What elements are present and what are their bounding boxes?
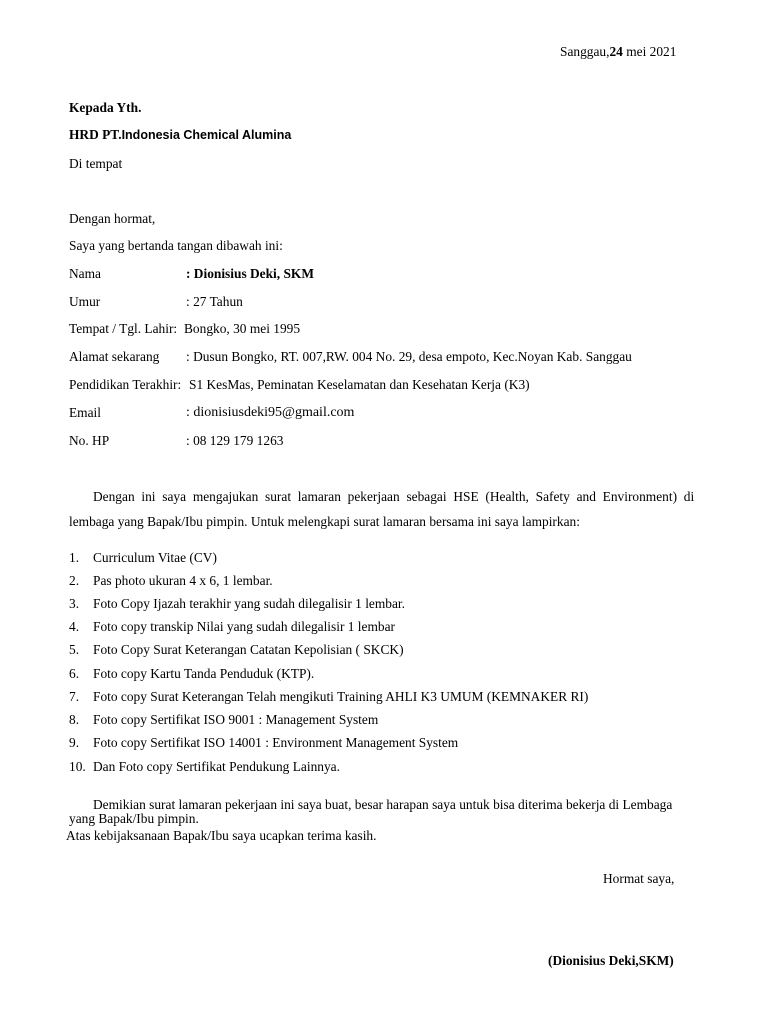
recipient-hrd-prefix: HRD PT. — [69, 127, 122, 142]
recipient-salutation: Kepada Yth. — [69, 100, 142, 115]
detail-label-hp: No. HP — [69, 433, 110, 448]
list-item-number: 4. — [69, 619, 80, 634]
list-item: Foto copy transkip Nilai yang sudah dilegalisir 1 lembar — [93, 619, 395, 634]
intro-line: Saya yang bertanda tangan dibawah ini: — [69, 238, 283, 253]
detail-value-nama: : Dionisius Deki, SKM — [186, 266, 314, 281]
list-item: Foto Copy Surat Keterangan Catatan Kepolisian ( SKCK) — [93, 642, 404, 657]
list-item-number: 5. — [69, 642, 80, 657]
detail-label-nama: Nama — [69, 266, 101, 281]
list-item-number: 8. — [69, 712, 80, 727]
detail-value-umur: : 27 Tahun — [186, 294, 243, 309]
list-item-number: 3. — [69, 596, 80, 611]
date-day: 24 — [609, 44, 623, 59]
list-item: Dan Foto copy Sertifikat Pendukung Lainnya. — [93, 759, 340, 774]
list-item-number: 7. — [69, 689, 80, 704]
list-item: Foto copy Sertifikat ISO 14001 : Environment Management System — [93, 735, 459, 750]
list-item-number: 6. — [69, 666, 80, 681]
list-item-number: 10. — [69, 759, 86, 774]
detail-label-ttl: Tempat / Tgl. Lahir: — [69, 321, 178, 336]
list-item: Foto Copy Ijazah terakhir yang sudah dilegalisir 1 lembar. — [93, 596, 405, 611]
list-item: Foto copy Surat Keterangan Telah mengikuti Training AHLI K3 UMUM (KEMNAKER RI) — [93, 689, 589, 704]
list-item-number: 1. — [69, 550, 80, 565]
detail-label-umur: Umur — [69, 294, 101, 309]
signature-name: (Dionisius Deki,SKM) — [548, 953, 674, 968]
detail-label-alamat: Alamat sekarang — [69, 349, 160, 364]
closing-line3: Atas kebijaksanaan Bapak/Ibu saya ucapkan terima kasih. — [66, 828, 377, 843]
body-paragraph-line2: lembaga yang Bapak/Ibu pimpin. Untuk melengkapi surat lamaran bersama ini saya lampirkan: — [69, 514, 580, 529]
greeting: Dengan hormat, — [69, 211, 156, 226]
recipient-location: Di tempat — [69, 156, 123, 171]
closing-line2: yang Bapak/Ibu pimpin. — [69, 811, 199, 826]
date-place: Sanggau, — [560, 44, 610, 59]
detail-value-ttl: Bongko, 30 mei 1995 — [184, 321, 301, 336]
list-item: Curriculum Vitae (CV) — [93, 550, 217, 565]
body-paragraph-line1: Dengan ini saya mengajukan surat lamaran pekerjaan sebagai HSE (Health, Safety and Environment) di — [93, 489, 695, 504]
list-item-number: 9. — [69, 735, 80, 750]
detail-label-pendidikan: Pendidikan Terakhir: — [69, 377, 182, 392]
list-item: Foto copy Kartu Tanda Penduduk (KTP). — [93, 666, 315, 681]
list-item: Foto copy Sertifikat ISO 9001 : Management System — [93, 712, 379, 727]
list-item: Pas photo ukuran 4 x 6, 1 lembar. — [93, 573, 273, 588]
detail-label-email: Email — [69, 405, 101, 420]
date-month-year: mei 2021 — [622, 44, 677, 59]
recipient-company-name: Indonesia Chemical Alumina — [121, 128, 292, 142]
list-item-number: 2. — [69, 573, 80, 588]
letter-date — [560, 44, 676, 60]
detail-value-pendidikan: S1 KesMas, Peminatan Keselamatan dan Kesehatan Kerja (K3) — [189, 377, 530, 392]
closing-line1: Demikian surat lamaran pekerjaan ini saya buat, besar harapan saya untuk bisa diterima bekerja di Lembaga — [93, 797, 673, 812]
detail-value-email: : dionisiusdeki95@gmail.com — [186, 405, 355, 420]
detail-value-hp: : 08 129 179 1263 — [186, 433, 284, 448]
detail-value-alamat: : Dusun Bongko, RT. 007,RW. 004 No. 29, desa empoto, Kec.Noyan Kab. Sanggau — [186, 349, 632, 364]
regards: Hormat saya, — [603, 871, 675, 886]
recipient-company — [69, 127, 291, 143]
